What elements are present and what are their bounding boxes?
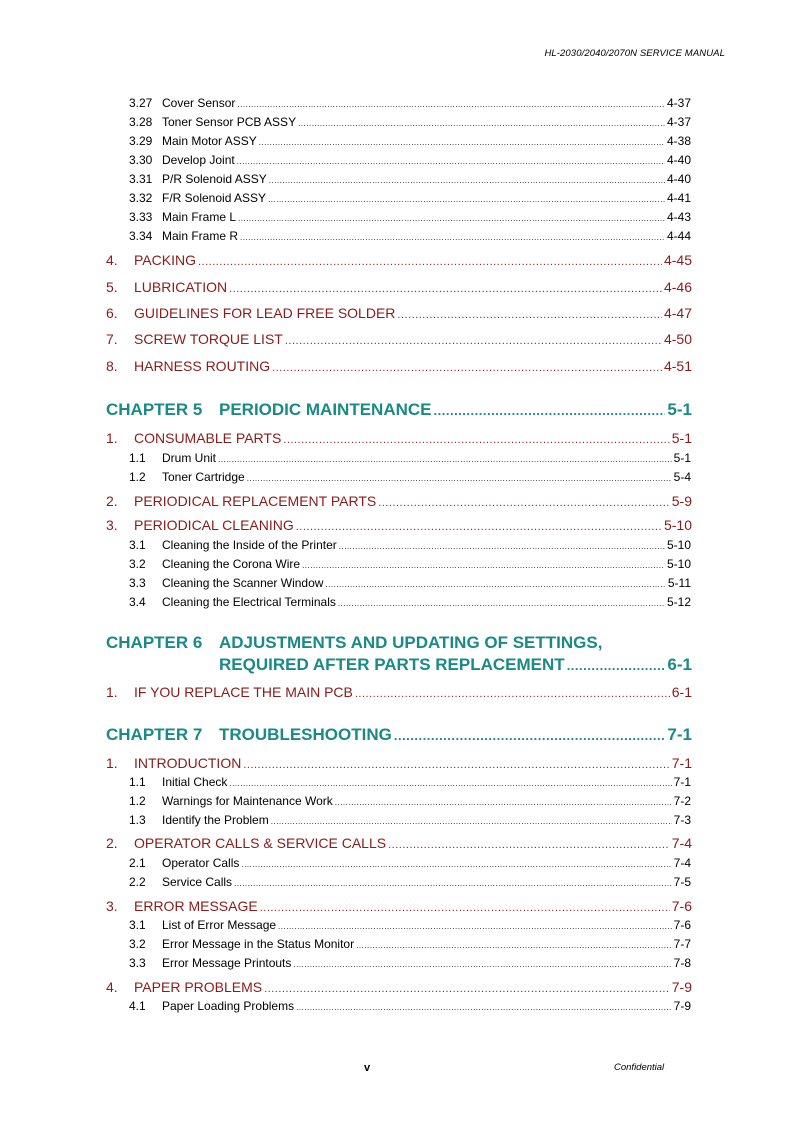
entry-title: Main Frame L [162,210,237,224]
entry-number: CHAPTER 5 [106,400,203,419]
entry-title: Identify the Problem [162,813,269,827]
leader-dots [278,922,672,931]
entry-number: 1.1 [129,451,146,465]
toc-subsection[interactable] [129,210,691,224]
entry-number: 1.2 [129,794,146,808]
entry-number: 1. [106,684,118,700]
entry-title: List of Error Message [162,918,277,932]
toc-subsection[interactable] [129,813,691,827]
entry-number: 5. [106,279,118,295]
toc-subsection[interactable] [129,999,691,1013]
leader-dots [259,138,665,147]
leader-dots [298,119,665,128]
leader-dots [237,100,665,109]
entry-title: Main Motor ASSY [162,134,257,148]
leader-dots [229,779,671,788]
entry-number: 4. [106,252,118,268]
entry-number: 6. [106,305,118,321]
page-ref: 7-8 [673,956,691,970]
leader-dots [394,728,666,743]
toc-subsection[interactable] [129,794,691,808]
leader-dots [237,157,665,166]
entry-number: 8. [106,358,118,374]
toc-section[interactable] [106,430,692,446]
entry-number: 7. [106,331,118,347]
entry-title: PERIODICAL REPLACEMENT PARTS [134,493,377,509]
leader-dots [264,983,670,995]
entry-number: 4.1 [129,999,146,1013]
page-ref: 7-4 [673,856,691,870]
leader-dots [243,759,669,771]
entry-title: Drum Unit [162,451,217,465]
leader-dots [268,195,665,204]
page-ref: 5-1 [671,430,692,446]
toc-subsection[interactable] [129,172,691,186]
leader-dots [567,658,666,673]
entry-title: IF YOU REPLACE THE MAIN PCB [134,684,353,700]
chapter-title-continued: REQUIRED AFTER PARTS REPLACEMENT [219,655,565,674]
toc-section[interactable] [106,755,692,771]
entry-number: 1. [106,755,118,771]
page-ref: 7-9 [671,979,692,995]
entry-title: SCREW TORQUE LIST [134,331,283,347]
page-ref: 6-1 [671,684,692,700]
page-ref: 4-44 [666,229,691,243]
entry-title: PACKING [134,252,196,268]
leader-dots [247,474,672,483]
page-ref: 7-1 [673,775,691,789]
toc-section[interactable] [106,898,692,914]
entry-title: Error Message Printouts [162,956,292,970]
leader-dots [271,817,672,826]
page-ref: 7-9 [673,999,691,1013]
entry-number: 3.33 [129,210,153,224]
toc-subsection[interactable] [129,856,691,870]
entry-number: 3.29 [129,134,153,148]
page-ref: 4-38 [666,134,691,148]
page-ref: 5-10 [666,538,691,552]
chapter-heading-line2[interactable] [219,655,692,675]
chapter-heading[interactable] [106,725,692,745]
entry-number: 3. [106,517,118,533]
leader-dots [283,434,669,446]
leader-dots [234,879,672,888]
toc-section[interactable] [106,279,692,295]
leader-dots [272,362,662,374]
page-ref: 7-7 [673,937,691,951]
page-ref: 5-12 [666,595,691,609]
page-ref: 4-37 [666,96,691,110]
entry-number: 3.28 [129,115,153,129]
chapter-heading[interactable] [106,400,692,420]
entry-number: 2. [106,493,118,509]
leader-dots [302,561,665,570]
entry-title: Warnings for Maintenance Work [162,794,333,808]
leader-dots [218,455,672,464]
entry-title: P/R Solenoid ASSY [162,172,267,186]
leader-dots [388,839,670,851]
entry-number: 3.2 [129,937,146,951]
toc-subsection[interactable] [129,96,691,110]
leader-dots [338,599,665,608]
entry-title: OPERATOR CALLS & SERVICE CALLS [134,835,387,851]
entry-title: Cleaning the Inside of the Printer [162,538,337,552]
entry-number: 1.1 [129,775,146,789]
entry-number: 3. [106,898,118,914]
leader-dots [241,860,671,869]
page-ref: 5-1 [667,400,692,419]
leader-dots [378,497,670,509]
entry-number: 3.3 [129,576,146,590]
leader-dots [285,335,662,347]
entry-title: Operator Calls [162,856,240,870]
page-ref: 7-6 [673,918,691,932]
leader-dots [339,542,665,551]
page-ref: 7-1 [667,725,692,744]
leader-dots [335,798,672,807]
toc-section[interactable] [106,979,692,995]
toc-section[interactable] [106,684,692,700]
toc-section[interactable] [106,252,692,268]
page-ref: 4-40 [666,172,691,186]
toc-subsection[interactable] [129,937,691,951]
entry-title: Error Message in the Status Monitor [162,937,355,951]
toc-section[interactable] [106,331,692,347]
leader-dots [229,283,662,295]
entry-title: LUBRICATION [134,279,228,295]
entry-title: Toner Sensor PCB ASSY [162,115,297,129]
entry-title: CONSUMABLE PARTS [134,430,282,446]
entry-number: 3.4 [129,595,146,609]
page-ref: 4-46 [663,279,692,295]
entry-number: 3.3 [129,956,146,970]
page-ref: 5-4 [673,470,691,484]
toc-subsection[interactable] [129,956,691,970]
toc-section[interactable] [106,517,692,533]
entry-number: 3.1 [129,918,146,932]
entry-title: Cover Sensor [162,96,236,110]
entry-title: TROUBLESHOOTING [219,725,392,744]
entry-number: 3.32 [129,191,153,205]
entry-title: PERIODIC MAINTENANCE [219,400,432,419]
toc-subsection[interactable] [129,918,691,932]
entry-title: Service Calls [162,875,233,889]
entry-number: 3.31 [129,172,153,186]
entry-title: F/R Solenoid ASSY [162,191,267,205]
leader-dots [325,580,665,589]
entry-number: 3.27 [129,96,153,110]
page-ref: 4-37 [666,115,691,129]
entry-title: Cleaning the Corona Wire [162,557,301,571]
leader-dots [260,902,670,914]
toc-subsection[interactable] [129,134,691,148]
toc-subsection[interactable] [129,576,691,590]
toc-subsection[interactable] [129,875,691,889]
page-ref: 7-4 [671,835,692,851]
entry-title: Cleaning the Scanner Window [162,576,324,590]
page-ref: 5-11 [667,576,691,590]
entry-title: Cleaning the Electrical Terminals [162,595,336,609]
page-ref: 5-9 [671,493,692,509]
entry-number: 3.34 [129,229,153,243]
page-ref: 7-3 [673,813,691,827]
toc-subsection[interactable] [129,538,691,552]
page-ref: 7-1 [671,755,692,771]
toc-subsection[interactable] [129,451,691,465]
page-ref: 4-43 [666,210,691,224]
entry-title: Paper Loading Problems [162,999,295,1013]
toc-section[interactable] [106,493,692,509]
toc-subsection[interactable] [129,191,691,205]
entry-number: CHAPTER 7 [106,725,203,744]
leader-dots [269,176,665,185]
leader-dots [397,309,662,321]
leader-dots [238,214,665,223]
leader-dots [434,403,666,418]
page-ref: 4-51 [663,358,692,374]
toc-subsection[interactable] [129,470,691,484]
page-ref: 4-41 [666,191,691,205]
toc-section[interactable] [106,305,692,321]
leader-dots [296,521,662,533]
entry-title: PAPER PROBLEMS [134,979,263,995]
confidential-label: Confidential [614,1062,665,1073]
leader-dots [356,941,672,950]
leader-dots [296,1003,672,1012]
toc-subsection[interactable] [129,557,691,571]
page-number: v [364,1062,371,1074]
page-ref: 7-5 [673,875,691,889]
page-ref: 4-40 [666,153,691,167]
toc-subsection[interactable] [129,595,691,609]
page-ref: 4-45 [663,252,692,268]
toc-subsection[interactable] [129,229,691,243]
entry-title: Initial Check [162,775,228,789]
leader-dots [355,688,670,700]
entry-title: INTRODUCTION [134,755,242,771]
page-ref: 4-47 [663,305,692,321]
page-ref: 4-50 [663,331,692,347]
chapter-heading-line1[interactable] [106,633,602,653]
page-ref: 5-10 [663,517,692,533]
entry-title: Main Frame R [162,229,239,243]
leader-dots [240,233,665,242]
entry-number: 3.2 [129,557,146,571]
leader-dots [198,256,662,268]
entry-number: 1.3 [129,813,146,827]
page-ref: 7-2 [673,794,691,808]
entry-number: 2. [106,835,118,851]
page-ref: 5-1 [673,451,691,465]
entry-title: Toner Cartridge [162,470,245,484]
chapter-number: CHAPTER 6 [106,633,203,652]
entry-number: 2.2 [129,875,146,889]
entry-number: 4. [106,979,118,995]
entry-number: 2.1 [129,856,146,870]
chapter-title: ADJUSTMENTS AND UPDATING OF SETTINGS, [219,633,603,652]
toc-subsection[interactable] [129,153,691,167]
toc-section[interactable] [106,835,692,851]
toc-subsection[interactable] [129,775,691,789]
entry-title: Develop Joint [162,153,235,167]
entry-number: 1.2 [129,470,146,484]
toc-section[interactable] [106,358,692,374]
page-ref: 7-6 [671,898,692,914]
entry-number: 3.1 [129,538,146,552]
entry-number: 3.30 [129,153,153,167]
toc-subsection[interactable] [129,115,691,129]
manual-header: HL-2030/2040/2070N SERVICE MANUAL [544,48,725,59]
entry-title: ERROR MESSAGE [134,898,258,914]
leader-dots [293,960,671,969]
page-ref: 6-1 [667,655,692,674]
entry-title: GUIDELINES FOR LEAD FREE SOLDER [134,305,396,321]
page-ref: 5-10 [666,557,691,571]
entry-title: HARNESS ROUTING [134,358,271,374]
entry-number: 1. [106,430,118,446]
entry-title: PERIODICAL CLEANING [134,517,294,533]
